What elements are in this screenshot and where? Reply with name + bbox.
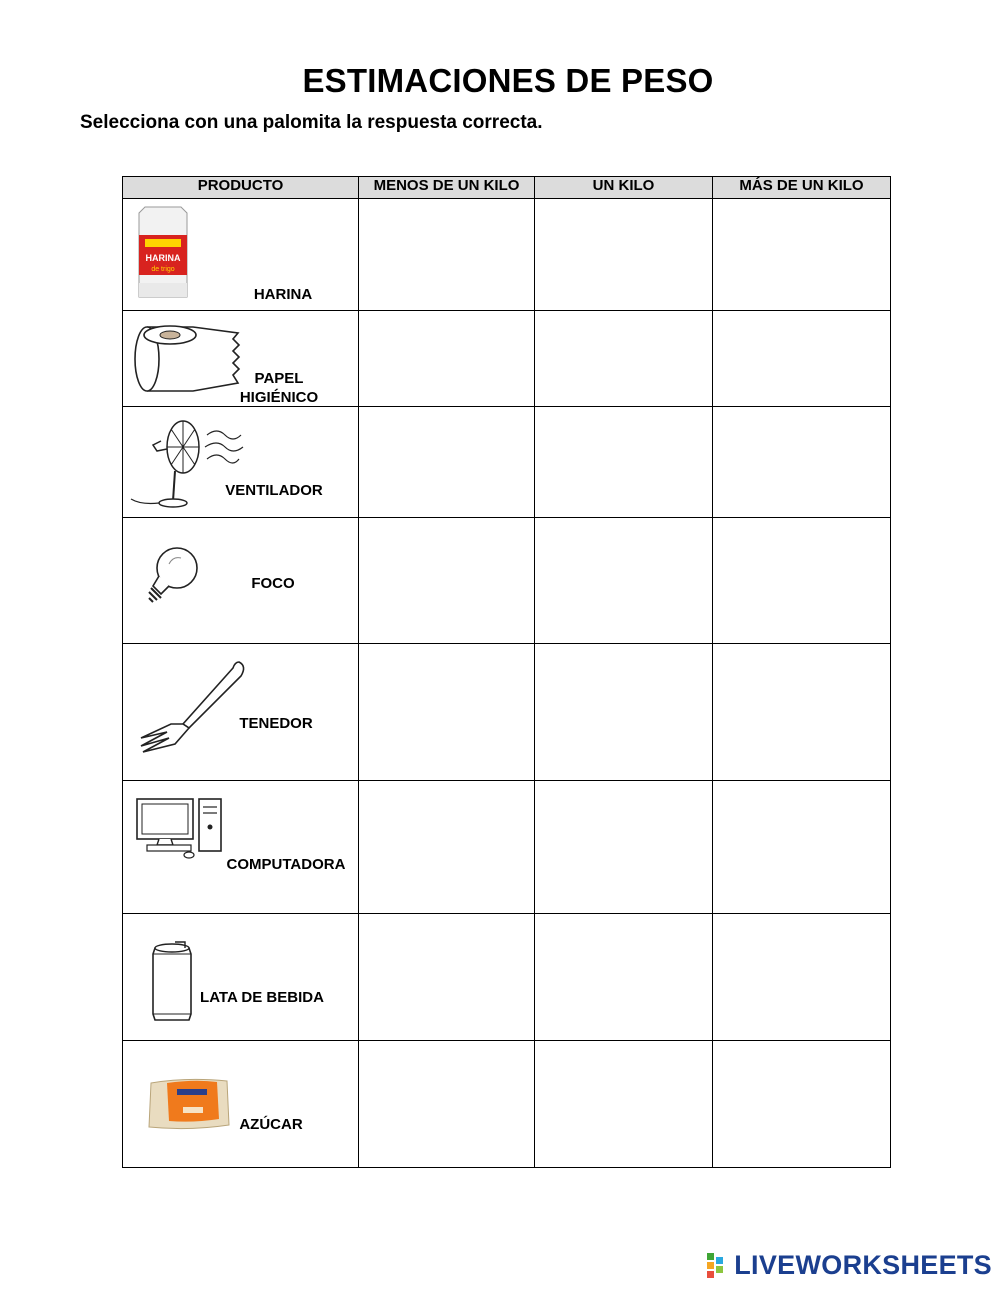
- light-bulb-icon: [141, 542, 205, 608]
- fork-icon: [139, 658, 249, 758]
- product-cell-flour: [123, 199, 359, 311]
- liveworksheets-logo-icon: [707, 1253, 731, 1279]
- answer-less-than-kilo[interactable]: [359, 518, 535, 644]
- answer-less-than-kilo[interactable]: [359, 644, 535, 781]
- product-cell-fork: [123, 644, 359, 781]
- answer-more-than-kilo[interactable]: [713, 311, 891, 407]
- answer-more-than-kilo[interactable]: [713, 407, 891, 518]
- header-less-than-kilo: MENOS DE UN KILO: [359, 177, 535, 199]
- product-label-fan: VENTILADOR: [225, 482, 323, 499]
- table-row: [123, 914, 891, 1041]
- table-row: [123, 199, 891, 311]
- answer-less-than-kilo[interactable]: [359, 914, 535, 1041]
- computer-icon: [135, 797, 227, 859]
- product-cell-sugar: [123, 1041, 359, 1168]
- answer-one-kilo[interactable]: [535, 518, 713, 644]
- answer-less-than-kilo[interactable]: [359, 407, 535, 518]
- answer-more-than-kilo[interactable]: [713, 644, 891, 781]
- product-label-toilet-paper: PAPEL HIGIÉNICO: [239, 370, 319, 406]
- answer-less-than-kilo[interactable]: [359, 781, 535, 914]
- product-cell-computer: [123, 781, 359, 914]
- instructions: Selecciona con una palomita la respuesta correcta.: [80, 112, 543, 133]
- header-more-than-kilo: MÁS DE UN KILO: [713, 177, 891, 199]
- product-label-flour: HARINA: [253, 286, 313, 303]
- product-cell-soda-can: [123, 914, 359, 1041]
- answer-one-kilo[interactable]: [535, 199, 713, 311]
- soda-can-icon: [149, 940, 195, 1024]
- answer-less-than-kilo[interactable]: [359, 311, 535, 407]
- liveworksheets-logo: [707, 1250, 992, 1281]
- flour-package-text: HARINA: [145, 253, 181, 263]
- answer-one-kilo[interactable]: [535, 914, 713, 1041]
- table-row: [123, 644, 891, 781]
- worksheet-title: ESTIMACIONES DE PESO: [302, 62, 714, 99]
- answer-less-than-kilo[interactable]: [359, 199, 535, 311]
- product-label-light-bulb: FOCO: [251, 575, 295, 592]
- header-one-kilo: UN KILO: [535, 177, 713, 199]
- answer-one-kilo[interactable]: [535, 311, 713, 407]
- flour-package-subtext: de trigo: [151, 266, 175, 273]
- table-row: [123, 781, 891, 914]
- answer-less-than-kilo[interactable]: [359, 1041, 535, 1168]
- table-row: [123, 407, 891, 518]
- product-cell-fan: [123, 407, 359, 518]
- estimation-table: [122, 176, 891, 1168]
- table-row: [123, 311, 891, 407]
- header-product: PRODUCTO: [123, 177, 359, 199]
- product-cell-toilet-paper: [123, 311, 359, 407]
- answer-more-than-kilo[interactable]: [713, 1041, 891, 1168]
- answer-more-than-kilo[interactable]: [713, 914, 891, 1041]
- answer-more-than-kilo[interactable]: [713, 781, 891, 914]
- answer-one-kilo[interactable]: [535, 1041, 713, 1168]
- answer-one-kilo[interactable]: [535, 644, 713, 781]
- answer-more-than-kilo[interactable]: [713, 518, 891, 644]
- product-label-sugar: AZÚCAR: [239, 1116, 303, 1133]
- sugar-bag-icon: [147, 1075, 231, 1131]
- liveworksheets-brand: LIVEWORKSHEETS: [734, 1250, 992, 1280]
- flour-bag-icon: [135, 205, 191, 301]
- product-cell-light-bulb: [123, 518, 359, 644]
- product-label-computer: COMPUTADORA: [226, 856, 346, 873]
- table-header-row: [123, 177, 891, 199]
- answer-more-than-kilo[interactable]: [713, 199, 891, 311]
- answer-one-kilo[interactable]: [535, 407, 713, 518]
- product-label-fork: TENEDOR: [239, 715, 313, 732]
- table-row: [123, 518, 891, 644]
- product-label-soda-can: LATA DE BEBIDA: [200, 989, 324, 1006]
- table-row: [123, 1041, 891, 1168]
- answer-one-kilo[interactable]: [535, 781, 713, 914]
